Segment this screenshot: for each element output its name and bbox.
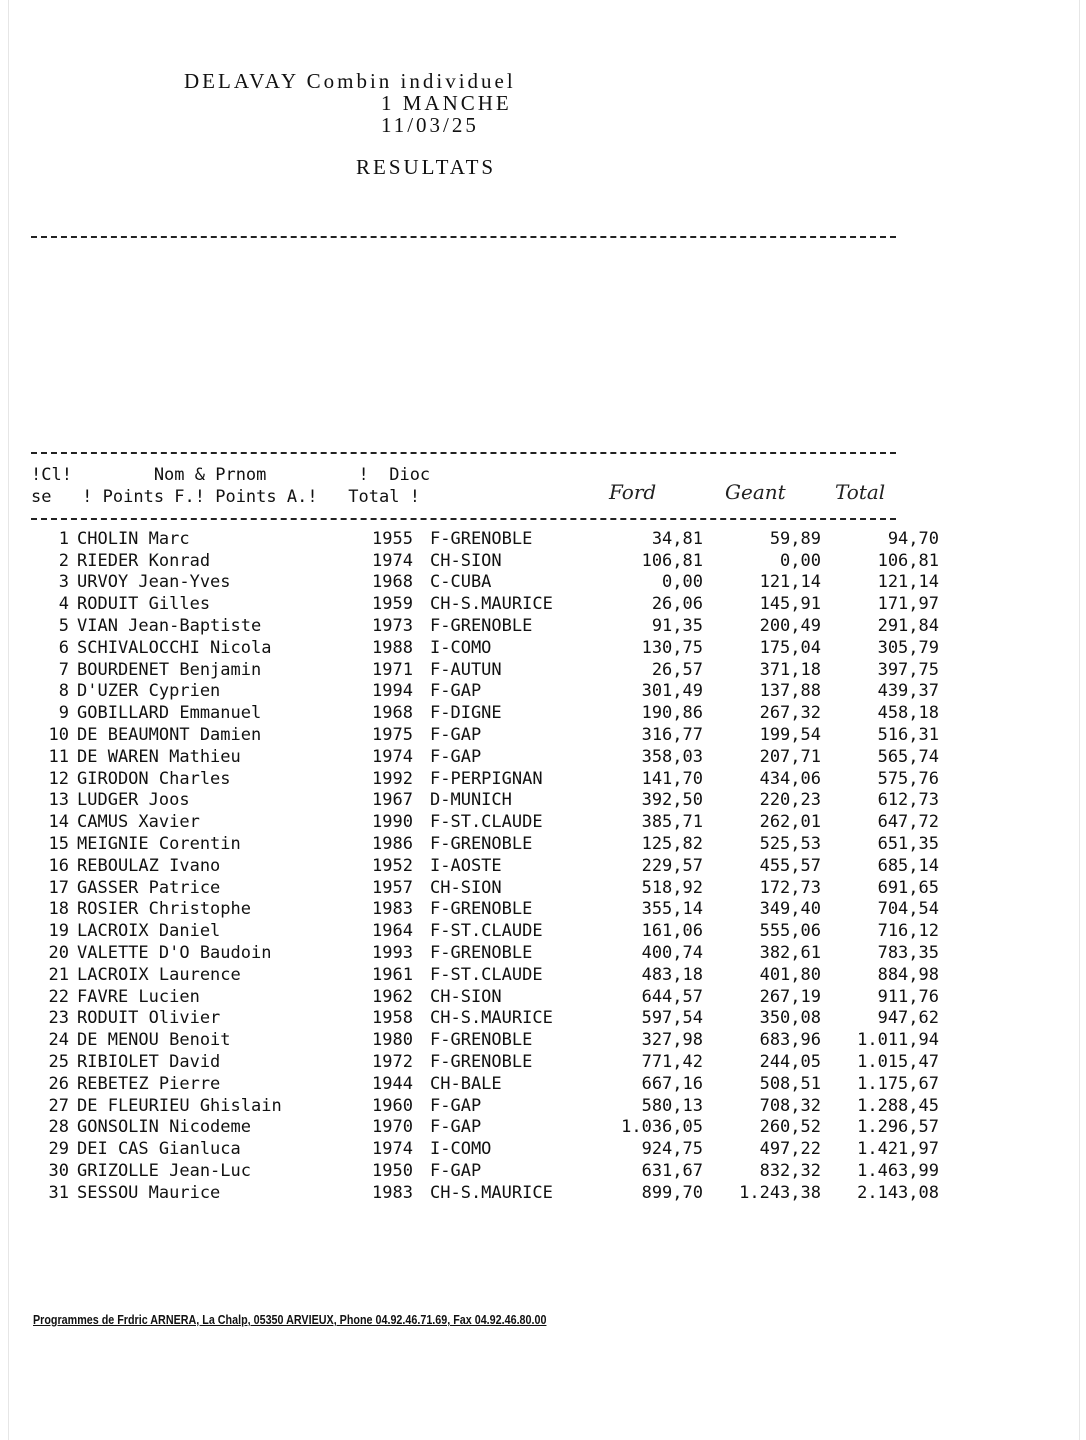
- result-dioc: F-GRENOBLE: [430, 943, 533, 964]
- result-ford: 518,92: [641, 877, 703, 898]
- result-total: 716,12: [877, 921, 939, 942]
- result-rank: 31: [48, 1182, 69, 1203]
- result-rank: 17: [48, 877, 69, 898]
- result-total: 121,14: [877, 572, 939, 593]
- result-geant: 708,32: [759, 1095, 821, 1116]
- result-rank: 27: [48, 1095, 69, 1116]
- event-title: DELAVAY Combin individuel: [184, 69, 516, 93]
- result-total: 612,73: [877, 790, 939, 811]
- result-ford: 644,57: [641, 986, 703, 1007]
- result-name: ROSIER Christophe: [77, 899, 251, 920]
- result-geant: 172,73: [759, 877, 821, 898]
- result-ford: 597,54: [641, 1008, 703, 1029]
- result-total: 884,98: [877, 964, 939, 985]
- result-ford: 483,18: [641, 964, 703, 985]
- result-name: MEIGNIE Corentin: [77, 834, 241, 855]
- result-row: [31, 637, 939, 659]
- result-rank: 7: [58, 659, 69, 680]
- result-dioc: CH-SION: [430, 550, 502, 571]
- result-rank: 18: [48, 899, 69, 920]
- result-ford: 130,75: [641, 637, 703, 658]
- result-dioc: I-COMO: [430, 637, 492, 658]
- result-geant: 382,61: [759, 943, 821, 964]
- result-name: RIBIOLET David: [77, 1052, 221, 1073]
- result-rank: 12: [48, 768, 69, 789]
- result-geant: 121,14: [759, 572, 821, 593]
- result-name: DE FLEURIEU Ghislain: [77, 1095, 282, 1116]
- result-total: 783,35: [877, 943, 939, 964]
- result-total: 2.143,08: [857, 1182, 939, 1203]
- event-date: 11/03/25: [381, 113, 479, 137]
- result-total: 685,14: [877, 855, 939, 876]
- result-dioc: F-GRENOBLE: [430, 1052, 533, 1073]
- result-total: 691,65: [877, 877, 939, 898]
- result-ford: 106,81: [641, 550, 703, 571]
- result-geant: 349,40: [759, 899, 821, 920]
- result-rank: 9: [58, 703, 69, 724]
- result-dioc: D-MUNICH: [430, 790, 512, 811]
- result-name: BOURDENET Benjamin: [77, 659, 262, 680]
- result-year: 1970: [372, 1117, 413, 1138]
- result-row: [31, 659, 939, 681]
- result-year: 1974: [372, 746, 413, 767]
- result-total: 911,76: [877, 986, 939, 1007]
- result-year: 1975: [372, 725, 413, 746]
- result-row: [31, 593, 939, 615]
- result-name: LACROIX Laurence: [77, 964, 241, 985]
- result-rank: 22: [48, 986, 69, 1007]
- result-geant: 199,54: [759, 725, 821, 746]
- result-name: CHOLIN Marc: [77, 528, 190, 549]
- result-rank: 20: [48, 943, 69, 964]
- result-year: 1988: [372, 637, 413, 658]
- result-year: 1950: [372, 1161, 413, 1181]
- result-dioc: F-DIGNE: [430, 703, 502, 724]
- result-geant: 175,04: [759, 637, 821, 658]
- result-geant: 260,52: [759, 1117, 821, 1138]
- result-geant: 455,57: [759, 855, 821, 876]
- result-dioc: CH-S.MAURICE: [430, 1182, 553, 1203]
- result-year: 1974: [372, 550, 413, 571]
- result-year: 1968: [372, 572, 413, 593]
- result-total: 458,18: [877, 703, 939, 724]
- result-dioc: CH-BALE: [430, 1073, 502, 1094]
- result-year: 1986: [372, 834, 413, 855]
- result-total: 651,35: [877, 834, 939, 855]
- result-name: GRIZOLLE Jean-Luc: [77, 1161, 251, 1181]
- result-name: FAVRE Lucien: [77, 986, 200, 1007]
- result-dioc: F-GAP: [430, 1161, 482, 1181]
- result-row: [31, 877, 939, 899]
- result-dioc: F-AUTUN: [430, 659, 502, 680]
- result-rank: 8: [58, 681, 69, 702]
- result-row: [31, 964, 939, 986]
- result-ford: 358,03: [641, 746, 703, 767]
- result-year: 1990: [372, 812, 413, 833]
- result-geant: 497,22: [759, 1139, 821, 1160]
- result-ford: 229,57: [641, 855, 703, 876]
- result-dioc: F-ST.CLAUDE: [430, 921, 543, 942]
- result-ford: 580,13: [641, 1095, 703, 1116]
- result-dioc: F-PERPIGNAN: [430, 768, 543, 789]
- result-geant: 371,18: [759, 659, 821, 680]
- result-dioc: F-GAP: [430, 1117, 482, 1138]
- result-year: 1955: [372, 528, 413, 549]
- result-row: [31, 572, 939, 594]
- result-name: VALETTE D'O Baudoin: [77, 943, 272, 964]
- result-total: 1.296,57: [857, 1117, 939, 1138]
- result-dioc: F-GRENOBLE: [430, 528, 533, 549]
- result-geant: 0,00: [780, 550, 821, 571]
- result-rank: 1: [58, 528, 69, 549]
- result-rank: 6: [58, 637, 69, 658]
- result-total: 106,81: [877, 550, 939, 571]
- result-row: [31, 1182, 939, 1204]
- column-header-row1: !Cl! Nom & Prnom ! Dioc: [31, 465, 431, 485]
- result-name: DEI CAS Gianluca: [77, 1139, 241, 1160]
- result-geant: 832,32: [759, 1161, 821, 1181]
- result-dioc: F-ST.CLAUDE: [430, 964, 543, 985]
- result-row: [31, 833, 939, 855]
- result-name: LUDGER Joos: [77, 790, 190, 811]
- result-total: 397,75: [877, 659, 939, 680]
- result-geant: 508,51: [759, 1073, 821, 1094]
- result-row: [31, 1073, 939, 1095]
- result-row: [31, 1117, 939, 1139]
- result-rank: 15: [48, 834, 69, 855]
- result-ford: 26,06: [651, 594, 703, 615]
- result-year: 1973: [372, 616, 413, 637]
- result-rank: 28: [48, 1117, 69, 1138]
- result-row: [31, 528, 939, 550]
- result-geant: 683,96: [759, 1030, 821, 1051]
- result-ford: 1.036,05: [621, 1117, 703, 1138]
- result-total: 94,70: [887, 528, 939, 549]
- result-name: GONSOLIN Nicodeme: [77, 1117, 251, 1138]
- result-total: 305,79: [877, 637, 939, 658]
- result-dioc: CH-SION: [430, 877, 502, 898]
- result-dioc: F-GAP: [430, 746, 482, 767]
- result-ford: 91,35: [651, 616, 703, 637]
- result-dioc: I-COMO: [430, 1139, 492, 1160]
- result-ford: 899,70: [641, 1182, 703, 1203]
- result-dioc: F-GRENOBLE: [430, 1030, 533, 1051]
- result-year: 1967: [372, 790, 413, 811]
- result-name: DE BEAUMONT Damien: [77, 725, 262, 746]
- result-year: 1957: [372, 877, 413, 898]
- result-name: RODUIT Gilles: [77, 594, 211, 615]
- result-ford: 924,75: [641, 1139, 703, 1160]
- result-geant: 267,32: [759, 703, 821, 724]
- result-geant: 525,53: [759, 834, 821, 855]
- result-total: 647,72: [877, 812, 939, 833]
- result-year: 1958: [372, 1008, 413, 1029]
- result-rank: 14: [48, 812, 69, 833]
- result-total: 575,76: [877, 768, 939, 789]
- result-rank: 10: [48, 725, 69, 746]
- result-ford: 327,98: [641, 1030, 703, 1051]
- result-ford: 301,49: [641, 681, 703, 702]
- result-year: 1959: [372, 594, 413, 615]
- result-year: 1992: [372, 768, 413, 789]
- result-rank: 2: [58, 550, 69, 571]
- result-year: 1971: [372, 659, 413, 680]
- result-year: 1983: [372, 899, 413, 920]
- result-row: [31, 855, 939, 877]
- result-dioc: CH-S.MAURICE: [430, 1008, 553, 1029]
- result-row: [31, 702, 939, 724]
- result-name: RIEDER Konrad: [77, 550, 211, 571]
- result-dioc: C-CUBA: [430, 572, 492, 593]
- result-name: VIAN Jean-Baptiste: [77, 616, 262, 637]
- result-name: SESSOU Maurice: [77, 1182, 221, 1203]
- result-row: [31, 746, 939, 768]
- result-name: RODUIT Olivier: [77, 1008, 221, 1029]
- divider-header-bottom: [31, 518, 896, 520]
- results-table: [31, 528, 939, 1204]
- divider-header-top: [31, 452, 896, 454]
- result-row: [31, 615, 939, 637]
- result-rank: 4: [58, 594, 69, 615]
- result-ford: 385,71: [641, 812, 703, 833]
- title-block: [184, 70, 744, 178]
- result-total: 439,37: [877, 681, 939, 702]
- result-geant: 220,23: [759, 790, 821, 811]
- result-ford: 667,16: [641, 1073, 703, 1094]
- run-label: 1 MANCHE: [381, 91, 512, 115]
- result-dioc: CH-S.MAURICE: [430, 594, 553, 615]
- result-dioc: F-GAP: [430, 681, 482, 702]
- result-total: 516,31: [877, 725, 939, 746]
- result-year: 1994: [372, 681, 413, 702]
- result-total: 1.011,94: [857, 1030, 939, 1051]
- result-row: [31, 681, 939, 703]
- software-credit: Programmes de Frdric ARNERA, La Chalp, 05350 ARVIEUX, Phone 04.92.46.71.69, Fax 04.92.46.80.00: [33, 1313, 547, 1327]
- result-row: [31, 550, 939, 572]
- result-geant: 350,08: [759, 1008, 821, 1029]
- result-rank: 24: [48, 1030, 69, 1051]
- result-name: GIRODON Charles: [77, 768, 231, 789]
- result-name: REBOULAZ Ivano: [77, 855, 221, 876]
- result-total: 171,97: [877, 594, 939, 615]
- result-total: 947,62: [877, 1008, 939, 1029]
- result-row: [31, 1095, 939, 1117]
- result-year: 1944: [372, 1073, 413, 1094]
- result-name: D'UZER Cyprien: [77, 681, 221, 702]
- result-name: GOBILLARD Emmanuel: [77, 703, 262, 724]
- ford-column-label: Ford: [609, 480, 657, 504]
- result-geant: 262,01: [759, 812, 821, 833]
- result-ford: 316,77: [641, 725, 703, 746]
- result-row: [31, 811, 939, 833]
- result-total: 1.288,45: [857, 1095, 939, 1116]
- divider-top: [31, 236, 896, 238]
- result-year: 1983: [372, 1182, 413, 1203]
- result-geant: 401,80: [759, 964, 821, 985]
- result-rank: 5: [58, 616, 69, 637]
- result-geant: 59,89: [769, 528, 821, 549]
- result-ford: 355,14: [641, 899, 703, 920]
- column-header-row2: se ! Points F.! Points A.! Total !: [31, 487, 420, 507]
- result-dioc: F-ST.CLAUDE: [430, 812, 543, 833]
- result-dioc: CH-SION: [430, 986, 502, 1007]
- result-row: [31, 942, 939, 964]
- result-year: 1974: [372, 1139, 413, 1160]
- result-name: LACROIX Daniel: [77, 921, 221, 942]
- result-row: [31, 1138, 939, 1160]
- result-dioc: F-GRENOBLE: [430, 616, 533, 637]
- result-rank: 3: [58, 572, 69, 593]
- result-ford: 631,67: [641, 1161, 703, 1181]
- result-year: 1962: [372, 986, 413, 1007]
- result-row: [31, 899, 939, 921]
- result-name: REBETEZ Pierre: [77, 1073, 221, 1094]
- result-rank: 19: [48, 921, 69, 942]
- result-rank: 26: [48, 1073, 69, 1094]
- result-rank: 30: [48, 1161, 69, 1181]
- result-row: [31, 1029, 939, 1051]
- result-year: 1993: [372, 943, 413, 964]
- result-ford: 161,06: [641, 921, 703, 942]
- result-row: [31, 920, 939, 942]
- result-name: DE MENOU Benoit: [77, 1030, 231, 1051]
- result-row: [31, 986, 939, 1008]
- result-ford: 26,57: [651, 659, 703, 680]
- results-heading: RESULTATS: [356, 155, 497, 179]
- result-year: 1972: [372, 1052, 413, 1073]
- result-geant: 137,88: [759, 681, 821, 702]
- result-rank: 13: [48, 790, 69, 811]
- result-name: DE WAREN Mathieu: [77, 746, 241, 767]
- result-geant: 244,05: [759, 1052, 821, 1073]
- result-total: 565,74: [877, 746, 939, 767]
- result-name: GASSER Patrice: [77, 877, 221, 898]
- result-geant: 267,19: [759, 986, 821, 1007]
- result-row: [31, 1160, 939, 1182]
- result-year: 1980: [372, 1030, 413, 1051]
- result-total: 1.015,47: [857, 1052, 939, 1073]
- result-name: SCHIVALOCCHI Nicola: [77, 637, 272, 658]
- result-dioc: F-GRENOBLE: [430, 899, 533, 920]
- result-row: [31, 724, 939, 746]
- result-row: [31, 790, 939, 812]
- result-ford: 141,70: [641, 768, 703, 789]
- result-dioc: F-GRENOBLE: [430, 834, 533, 855]
- result-dioc: I-AOSTE: [430, 855, 502, 876]
- result-geant: 1.243,38: [739, 1182, 821, 1203]
- result-rank: 23: [48, 1008, 69, 1029]
- geant-column-label: Geant: [725, 480, 786, 504]
- result-year: 1952: [372, 855, 413, 876]
- result-total: 1.175,67: [857, 1073, 939, 1094]
- result-geant: 555,06: [759, 921, 821, 942]
- result-ford: 771,42: [641, 1052, 703, 1073]
- result-name: CAMUS Xavier: [77, 812, 200, 833]
- result-ford: 0,00: [662, 572, 703, 593]
- result-ford: 190,86: [641, 703, 703, 724]
- result-year: 1964: [372, 921, 413, 942]
- result-year: 1968: [372, 703, 413, 724]
- results-sheet: [8, 0, 1080, 1440]
- result-ford: 392,50: [641, 790, 703, 811]
- result-row: [31, 1008, 939, 1030]
- result-ford: 125,82: [641, 834, 703, 855]
- result-rank: 29: [48, 1139, 69, 1160]
- result-row: [31, 768, 939, 790]
- result-year: 1961: [372, 964, 413, 985]
- result-geant: 145,91: [759, 594, 821, 615]
- result-geant: 207,71: [759, 746, 821, 767]
- total-column-label: Total: [835, 480, 886, 504]
- result-rank: 11: [48, 746, 69, 767]
- result-geant: 200,49: [759, 616, 821, 637]
- result-year: 1960: [372, 1095, 413, 1116]
- result-total: 704,54: [877, 899, 939, 920]
- result-total: 291,84: [877, 616, 939, 637]
- result-ford: 400,74: [641, 943, 703, 964]
- result-rank: 25: [48, 1052, 69, 1073]
- result-rank: 16: [48, 855, 69, 876]
- result-row: [31, 1051, 939, 1073]
- result-ford: 34,81: [651, 528, 703, 549]
- result-name: URVOY Jean-Yves: [77, 572, 231, 593]
- result-rank: 21: [48, 964, 69, 985]
- result-geant: 434,06: [759, 768, 821, 789]
- result-total: 1.421,97: [857, 1139, 939, 1160]
- result-dioc: F-GAP: [430, 725, 482, 746]
- result-total: 1.463,99: [857, 1161, 939, 1181]
- result-dioc: F-GAP: [430, 1095, 482, 1116]
